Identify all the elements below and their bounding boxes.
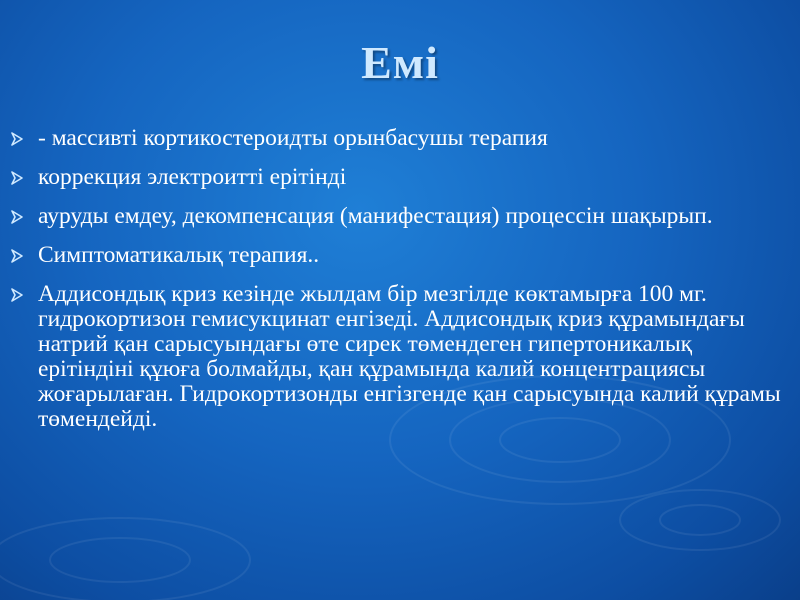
arrowhead-bullet-icon [10, 210, 24, 224]
arrowhead-bullet-icon [10, 171, 24, 185]
bullet-text: ауруды емдеу, декомпенсация (манифестация) процессін шақырып. [38, 203, 713, 229]
bullet-text: - массивті кортикостероидты орынбасушы терапия [38, 125, 548, 151]
bullet-item [8, 165, 792, 190]
bullet-list [8, 126, 792, 446]
bullet-item [8, 204, 792, 229]
bullet-item [8, 126, 792, 151]
slide-title: Емі [361, 37, 439, 88]
bullet-item [8, 243, 792, 268]
arrowhead-bullet-icon [10, 288, 24, 302]
bullet-text: Симптоматикалық терапия.. [38, 242, 320, 268]
bullet-item [8, 282, 792, 432]
bullet-text: коррекция электроитті ерітінді [38, 164, 347, 190]
bullet-text: Аддисондық криз кезінде жылдам бір мезгілде көктамырға 100 мг. гидрокортизон гемисукцинат енгізеді. Аддисондық криз құрамындағы натрий қан сарысуындағы өте сирек төмендеген гипертоникалық ерітіндіні құюға болмайды, қан құрамында калий концентрациясы жоғарылаған. Гидрокортизонды енгізгенде қан сарысуында калий құрамы төмендейді. [38, 281, 781, 432]
arrowhead-bullet-icon [10, 132, 24, 146]
arrowhead-bullet-icon [10, 249, 24, 263]
